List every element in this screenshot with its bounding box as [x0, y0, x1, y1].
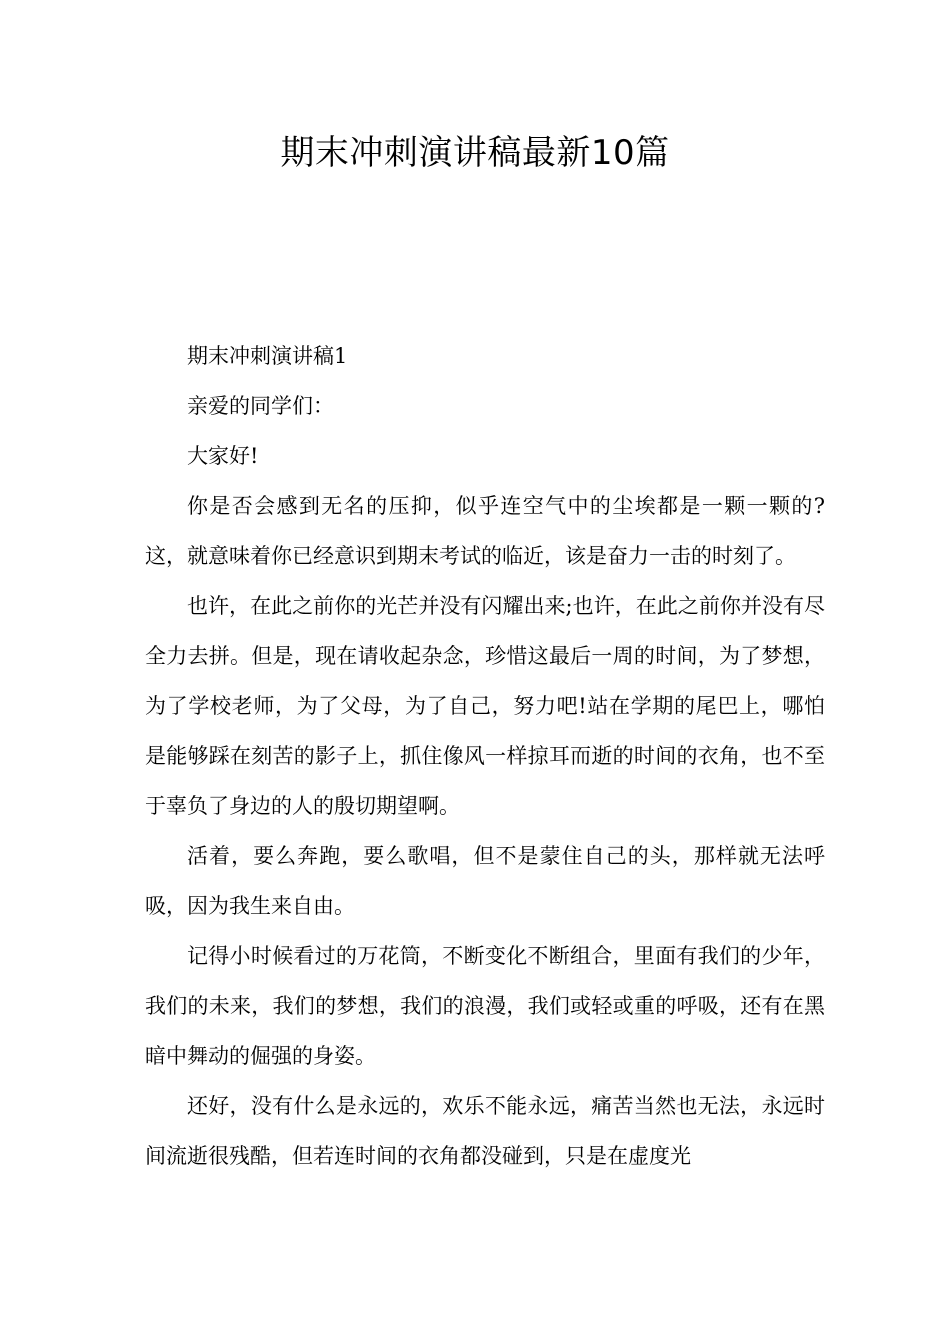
paragraph: 也许，在此之前你的光芒并没有闪耀出来;也许，在此之前你并没有尽全力去拼。但是，现在请收起杂念，珍惜这最后一周的时间，为了梦想，为了学校老师，为了父母，为了自己，努力吧!站在学期的尾巴上，哪怕是能够踩在刻苦的影子上，抓住像风一样掠耳而逝的时间的衣角，也不至于辜负了身边的人的殷切期望啊。 [145, 594, 825, 818]
greeting: 大家好! [187, 444, 259, 468]
document-title: 期末冲刺演讲稿最新10篇 [280, 133, 670, 173]
paragraph: 你是否会感到无名的压抑，似乎连空气中的尘埃都是一颗一颗的?这，就意味着你已经意识到期末考试的临近，该是奋力一击的时刻了。 [145, 494, 825, 568]
paragraph: 活着，要么奔跑，要么歌唱，但不是蒙住自己的头，那样就无法呼吸，因为我生来自由。 [145, 844, 825, 918]
document-body [145, 331, 825, 1181]
section-heading: 期末冲刺演讲稿1 [187, 344, 348, 368]
paragraph: 记得小时候看过的万花筒，不断变化不断组合，里面有我们的少年，我们的未来，我们的梦想，我们的浪漫，我们或轻或重的呼吸，还有在黑暗中舞动的倔强的身姿。 [145, 944, 825, 1068]
paragraph: 还好，没有什么是永远的，欢乐不能永远，痛苦当然也无法，永远时间流逝很残酷，但若连时间的衣角都没碰到，只是在虚度光 [145, 1094, 825, 1168]
salutation: 亲爱的同学们： [187, 394, 334, 418]
